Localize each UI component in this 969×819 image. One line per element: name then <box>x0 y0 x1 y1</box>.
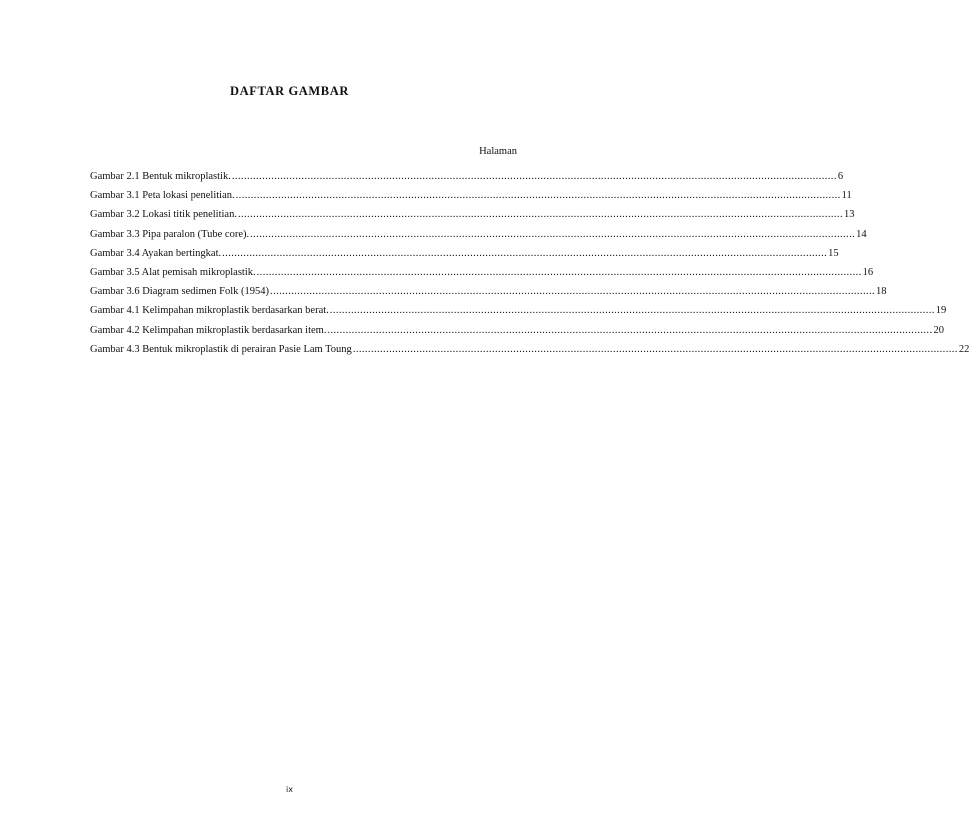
figure-page-number: 6 <box>837 171 844 182</box>
dot-leader: ........................................................................................................................................................................................................ <box>327 324 933 336</box>
figure-page-number: 13 <box>843 209 855 221</box>
figure-list-item <box>90 205 855 224</box>
figure-caption: Gambar 4.1 Kelimpahan mikroplastik berdasarkan berat. <box>90 305 329 317</box>
column-header-halaman: Halaman <box>479 146 517 157</box>
figure-list-item <box>90 301 947 320</box>
dot-leader: ........................................................................................................................................................................................................ <box>329 305 935 317</box>
figure-page-number: 20 <box>933 324 944 336</box>
figure-caption: Gambar 3.6 Diagram sedimen Folk (1954) <box>90 286 270 298</box>
figure-caption: Gambar 3.1 Peta lokasi penelitian. <box>90 190 235 202</box>
dot-leader: ........................................................................................................................................................................................................ <box>352 343 958 355</box>
figure-list-item <box>90 225 867 244</box>
figure-caption: Gambar 3.5 Alat pemisah mikroplastik. <box>90 266 256 278</box>
figure-page-number: 11 <box>841 190 852 202</box>
figure-page-number: 15 <box>828 247 839 259</box>
figure-caption: Gambar 3.4 Ayakan bertingkat. <box>90 247 222 259</box>
dot-leader: ........................................................................................................................................................................................................ <box>270 286 876 298</box>
figure-caption: Gambar 3.3 Pipa paralon (Tube core). <box>90 228 250 240</box>
figure-page-number: 14 <box>856 228 867 240</box>
figure-caption: Gambar 4.2 Kelimpahan mikroplastik berdasarkan item. <box>90 324 327 336</box>
dot-leader: ........................................................................................................................................................................................................ <box>231 171 837 182</box>
page-title: DAFTAR GAMBAR <box>229 84 350 98</box>
dot-leader: ........................................................................................................................................................................................................ <box>237 209 843 221</box>
figure-list-item <box>90 167 844 186</box>
figure-list <box>90 167 969 359</box>
figure-page-number: 22 <box>958 343 969 355</box>
dot-leader: ........................................................................................................................................................................................................ <box>250 228 856 240</box>
figure-page-number: 18 <box>876 286 887 298</box>
figure-caption: Gambar 4.3 Bentuk mikroplastik di perairan Pasie Lam Toung <box>90 343 352 355</box>
figure-list-item <box>90 186 852 205</box>
figure-page-number: 16 <box>862 266 874 278</box>
page-number: ix <box>286 785 293 794</box>
figure-caption: Gambar 3.2 Lokasi titik penelitian. <box>90 209 237 221</box>
figure-page-number: 19 <box>935 305 947 317</box>
figure-list-item <box>90 263 874 282</box>
figure-list-item <box>90 321 944 340</box>
figure-caption: Gambar 2.1 Bentuk mikroplastik. <box>90 171 231 182</box>
dot-leader: ........................................................................................................................................................................................................ <box>222 247 828 259</box>
dot-leader: ........................................................................................................................................................................................................ <box>235 190 841 202</box>
dot-leader: ........................................................................................................................................................................................................ <box>256 266 862 278</box>
figure-list-item <box>90 282 887 301</box>
figure-list-item <box>90 244 839 263</box>
figure-list-item <box>90 340 969 359</box>
